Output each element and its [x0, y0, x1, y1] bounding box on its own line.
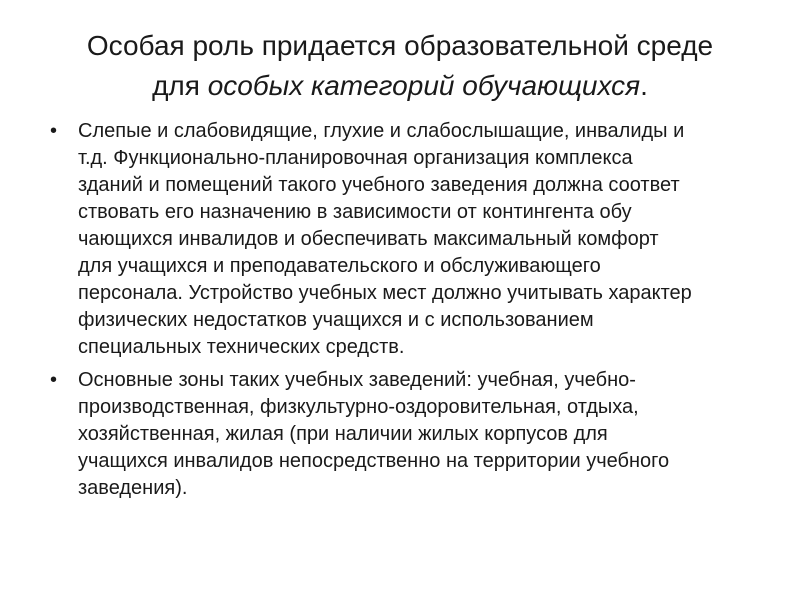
title-line-2-suffix: . — [640, 70, 648, 101]
bullet-text-line: физических недостатков учащихся и с использованием — [78, 309, 594, 331]
bullet-marker: • — [50, 369, 58, 391]
bullet-text-line: зданий и помещений такого учебного заведения должна соответ — [78, 174, 680, 196]
bullet-text-line: чающихся инвалидов и обеспечивать максимальный комфорт — [78, 228, 659, 250]
title-line-2 — [40, 66, 760, 106]
title-line-2-prefix: для — [152, 70, 208, 101]
slide-title — [40, 26, 760, 106]
bullet-text-line: персонала. Устройство учебных мест должно учитывать характер — [78, 282, 692, 304]
bullet-text-line: хозяйственная, жилая (при наличии жилых корпусов для — [78, 423, 608, 445]
bullet-item — [50, 118, 765, 361]
bullet-text-line: Слепые и слабовидящие, глухие и слабослышащие, инвалиды и — [78, 120, 685, 142]
bullet-text-line: ствовать его назначению в зависимости от контингента обу — [78, 201, 632, 223]
title-line-2-emphasis: особых категорий обучающихся — [207, 70, 641, 101]
bullet-marker: • — [50, 120, 58, 142]
bullet-text-line: производственная, физкультурно-оздоровительная, отдыха, — [78, 396, 639, 418]
bullet-text-line: учащихся инвалидов непосредственно на территории учебного — [78, 450, 670, 472]
bullet-text-line: Основные зоны таких учебных заведений: учебная, учебно- — [78, 369, 636, 391]
bullet-list — [50, 118, 765, 508]
bullet-text-line: для учащихся и преподавательского и обслуживающего — [78, 255, 601, 277]
bullet-text-line: т.д. Функционально-планировочная организация комплекса — [78, 147, 633, 169]
bullet-text-line: заведения). — [78, 477, 188, 499]
bullet-item — [50, 367, 765, 502]
title-line-1: Особая роль придается образовательной среде — [86, 30, 714, 61]
bullet-text-line: специальных технических средств. — [78, 336, 405, 358]
